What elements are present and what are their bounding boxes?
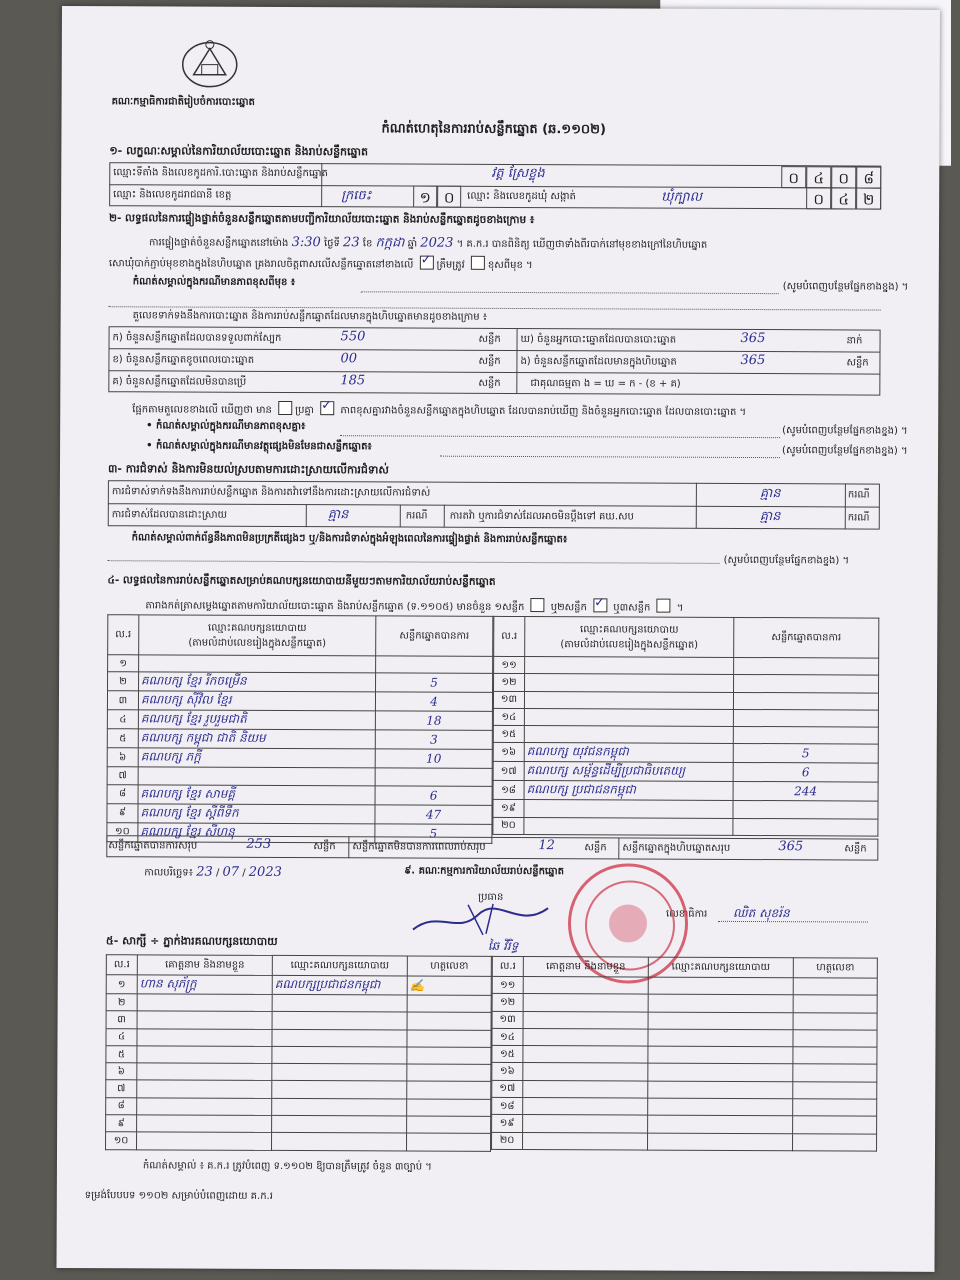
- table-row: [108, 655, 493, 674]
- vote-count: [733, 801, 878, 819]
- witness-name: [137, 1132, 272, 1150]
- witness-party: [272, 994, 407, 1012]
- party-name: [524, 691, 733, 709]
- witness-name: [523, 1080, 648, 1098]
- count-gho-value: 365: [740, 330, 766, 347]
- table-row: [106, 1046, 491, 1065]
- witness-name: [137, 1098, 272, 1116]
- witness-signature: [793, 1133, 877, 1151]
- s4-intro: តារាងកត់ត្រាសម្លេងឆ្នោតតាមការិយាល័យបោះឆ្នោត និងរាប់សន្លឹកឆ្នោត (ទ.១១០៥) មានចំនួន ១សន្លឹក ឬ២សន្លឹក ✓ ឬ៣សន្លឹក ។: [145, 596, 683, 615]
- total-invalid-value: 12: [538, 838, 555, 854]
- s4-totals: [106, 835, 878, 860]
- witness-name: ហាន សុភ័ក្ត្រ: [137, 975, 272, 995]
- table-row: [494, 656, 879, 675]
- col-no: ល.រ: [492, 956, 523, 976]
- witness-name: [137, 1046, 272, 1064]
- party-name: [139, 655, 376, 673]
- row-number: ១៣: [492, 1011, 523, 1028]
- row-number: ១១: [492, 976, 523, 993]
- witness-signature: [407, 995, 491, 1013]
- row-number: ១: [108, 655, 139, 672]
- count-ka-value: 550: [340, 329, 366, 345]
- sheet2-checkbox[interactable]: [593, 598, 607, 612]
- s2-bullet2: • កំណត់សម្គាល់ក្នុងករណីមានវត្ថុផ្សេងមិនមែនជាសន្លឹកឆ្នោត៖: [146, 440, 372, 453]
- witness-name: [137, 1028, 272, 1046]
- witness-signature: [793, 1012, 877, 1030]
- witness-signature: [407, 1099, 491, 1117]
- s2-bullet1: • កំណត់សម្គាល់ក្នុងករណីមានភាពខុសគ្នា៖: [146, 420, 306, 433]
- s1-province-value: ក្រចេះ: [341, 188, 372, 204]
- table-row: [107, 748, 492, 769]
- org-name: គណៈកម្មាធិការជាតិរៀបចំការបោះឆ្នោត: [111, 96, 255, 108]
- table-row: [106, 1132, 491, 1151]
- row-number: ៥: [106, 1046, 137, 1063]
- s2-note-label: កំណត់សម្គាល់ក្នុងករណីមានភាពខុសពីមុខ ៖: [132, 276, 296, 289]
- table-row: [493, 781, 878, 802]
- president-signature-icon: [408, 900, 558, 941]
- vote-count: 5: [376, 673, 493, 693]
- table-row: [492, 1063, 877, 1082]
- party-name: [524, 708, 733, 726]
- form-title: កំណត់ហេតុនៃការរាប់សន្លឹកឆ្នោត (ឆ.១១០២): [381, 121, 606, 138]
- s2-note-hint-2: (សូមបំពេញបន្ថែមផ្នែកខាងខ្នង) ។: [782, 425, 908, 437]
- vote-count: [733, 818, 878, 836]
- witness-name: [523, 1098, 648, 1116]
- party-name: គណបក្ស ខ្មែរ សីហនុ: [138, 822, 375, 842]
- wrong-checkbox[interactable]: [471, 256, 485, 270]
- vote-count: [375, 768, 492, 786]
- col-party: ឈ្មោះគណបក្សនយោបាយ: [272, 955, 407, 976]
- witness-party: [272, 1133, 407, 1151]
- party-name: គណបក្ស ខ្មែរ សាមគ្គី: [138, 784, 375, 804]
- witness-signature: [793, 1064, 877, 1082]
- s1-location-label: ឈ្មោះទីតាំង និងលេខកូដការិ.បោះឆ្នោត និងរាប់សន្លឹកឆ្នោត: [113, 167, 328, 180]
- s1-location-value: វត្ត ស្រែខ្លុង: [491, 165, 545, 182]
- s4-left-table: [106, 614, 493, 843]
- table-row: [106, 975, 491, 996]
- table-row: [492, 1097, 877, 1116]
- count-ko-label: គ) ចំនួនសន្លឹកឆ្នោតដែលមិនបានប្រើ: [112, 376, 247, 388]
- table-row: [107, 784, 492, 805]
- party-name: [525, 674, 734, 692]
- table-row: [107, 803, 492, 824]
- unit-label: ករណី: [847, 512, 870, 524]
- vote-count: 3: [375, 730, 492, 750]
- sheet3-checkbox[interactable]: [657, 599, 671, 613]
- commune-code-digit: ៤: [831, 187, 856, 209]
- unit-label: សន្លឹក: [313, 841, 336, 853]
- table-row: [492, 1080, 877, 1099]
- witness-party: [648, 994, 793, 1012]
- table-row: [492, 1046, 877, 1065]
- party-name: [524, 817, 733, 835]
- table-row: [492, 1115, 877, 1134]
- table-row: [492, 976, 877, 995]
- col-name: គោត្តនាម និងនាមខ្លួន: [523, 957, 648, 978]
- row-number: ១៣: [493, 691, 524, 708]
- table-row: [492, 1132, 877, 1151]
- witness-party: [272, 1116, 407, 1134]
- witness-signature: [407, 1081, 491, 1099]
- witness-signature: [407, 1012, 491, 1030]
- table-row: [107, 767, 492, 786]
- table-row: [492, 994, 877, 1013]
- table-row: [493, 708, 878, 727]
- s4-date: កាលបរិច្ឆេទ៖ 23 / 07 / 2023: [144, 864, 282, 880]
- commune-code-digit: ០: [806, 187, 831, 209]
- unit-label: សន្លឹក: [478, 333, 501, 345]
- table-row: [106, 1011, 491, 1030]
- witness-name: [523, 1046, 648, 1064]
- row-number: ៨: [107, 784, 138, 803]
- row-number: ១២: [492, 994, 523, 1011]
- party-name: គណបក្ស ខ្មែរ រួបរួមជាតិ: [138, 710, 375, 730]
- row-number: ៣: [106, 1011, 137, 1028]
- witness-signature: [793, 1099, 877, 1117]
- unit-label: សន្លឹក: [478, 377, 501, 389]
- vote-count: [733, 692, 878, 710]
- vote-count: 5: [733, 744, 878, 764]
- row-number: ៤: [107, 710, 138, 729]
- witness-name: [137, 1011, 272, 1029]
- correct-checkbox[interactable]: [420, 256, 434, 270]
- witness-signature: [793, 1030, 877, 1048]
- committee-label: ៩. គណៈកម្មការការិយាល័យរាប់សន្លឹកឆ្នោត: [404, 865, 565, 878]
- location-code-digit: ៤: [806, 166, 831, 188]
- row-number: ៧: [106, 1080, 137, 1097]
- table-row: [492, 1028, 877, 1047]
- total-valid-label: សន្លឹកឆ្នោតបានការសរុប: [108, 840, 198, 852]
- vote-count: 10: [375, 749, 492, 769]
- witness-name: [137, 1115, 272, 1133]
- col-sign: ហត្ថលេខា: [407, 956, 491, 976]
- witness-signature: [793, 1081, 877, 1099]
- witness-party: [272, 1081, 407, 1099]
- s3-note-hint: (សូមបំពេញបន្ថែមផ្នែកខាងខ្នង) ។: [723, 554, 850, 567]
- province-code-digit: ០: [437, 186, 461, 208]
- party-name: [525, 657, 734, 675]
- vote-count: 47: [375, 804, 492, 824]
- row-number: ១៩: [493, 800, 524, 817]
- witness-signature: [407, 1133, 491, 1151]
- witness-party: [648, 1133, 793, 1151]
- unit-label: សន្លឹក: [846, 357, 869, 369]
- row-number: ១៥: [493, 726, 524, 743]
- table-row: [106, 1080, 491, 1099]
- row-number: ១៦: [493, 743, 524, 762]
- row-number: ១១: [494, 656, 525, 673]
- witness-name: [523, 1028, 648, 1046]
- col-no: ល.រ: [108, 615, 139, 655]
- witness-signature: [407, 1047, 491, 1065]
- table-row: [107, 691, 492, 712]
- s1-commune-label: ឈ្មោះ និងលេខកូដឃុំ សង្កាត់: [467, 190, 576, 203]
- witness-party: [272, 1064, 407, 1082]
- count-ko-value: 185: [340, 373, 366, 389]
- sheet1-checkbox[interactable]: [531, 598, 545, 612]
- row-number: ១៥: [492, 1046, 523, 1063]
- s2-line2: សោឃុំបាក់ភ្ជាប់មុខខាងក្នុងនៃហិបឆ្នោត គ្រងរាលចិត្តពាសលើសន្លឹកឆ្នោតនៅខាងលើ ✓ ត្រឹមត្រូវ ខុសពីមុខ ។: [109, 254, 533, 272]
- unit-label: ករណី: [405, 510, 428, 522]
- s1-heading: ១- លក្ខណៈសម្គាល់នៃការិយាល័យបោះឆ្នោត និងរាប់សន្លឹកឆ្នោត: [109, 144, 369, 159]
- witness-name: [523, 1063, 648, 1081]
- witness-party: [648, 1098, 793, 1116]
- table-row: [106, 1063, 491, 1082]
- party-name: គណបក្ស កម្ពុជា ជាតិ និយម: [138, 729, 375, 749]
- vote-count: [734, 657, 879, 675]
- vote-count: [733, 709, 878, 727]
- location-code-digit: ០: [831, 166, 856, 188]
- party-name: គណបក្ស ខ្មែរ ស្ដីពីទឹក: [138, 803, 375, 823]
- table-row: [106, 1097, 491, 1116]
- witness-party: [648, 1012, 793, 1030]
- row-number: ៤: [106, 1028, 137, 1045]
- row-number: ១: [106, 975, 137, 994]
- table-row: [493, 726, 878, 745]
- row-number: ៧: [107, 767, 138, 784]
- count-formula: ជាគុណធម្មតា ង = ឃ = ក - (ខ + គ): [530, 378, 681, 390]
- witness-party: [648, 977, 793, 995]
- vote-count: [733, 727, 878, 745]
- col-votes: សន្លឹកឆ្នោតបានការ: [734, 617, 879, 658]
- province-code-digit: ១: [413, 186, 437, 208]
- table-row: [493, 743, 878, 764]
- table-row: [106, 994, 491, 1013]
- total-invalid-label: សន្លឹកឆ្នោតមិនបានការពេលរាប់សរុប: [352, 841, 486, 853]
- table-row: [493, 691, 878, 710]
- nec-emblem-icon: [180, 35, 240, 91]
- count-kha-value: 00: [340, 351, 358, 367]
- col-no: ល.រ: [494, 616, 525, 656]
- row-number: ១០: [106, 1132, 137, 1149]
- s5-heading: ៥- សាក្សី ÷ ភ្នាក់ងារគណបក្សនយោបាយ: [105, 934, 278, 948]
- witness-party: [272, 1012, 407, 1030]
- row-number: ៣: [107, 691, 138, 710]
- total-box-label: សន្លឹកឆ្នោតក្នុងហិបឆ្នោតសរុប: [622, 842, 731, 854]
- has-check[interactable]: [278, 401, 292, 415]
- s3-r2-label: ការជំទាស់ដែលបានដោះស្រាយ: [111, 509, 228, 521]
- witness-party: គណបក្សប្រជាជនកម្ពុជា: [272, 975, 407, 995]
- row-number: ១០: [107, 822, 138, 841]
- witness-party: [648, 1115, 793, 1133]
- secretary-name: ឈិត សុខរ៉ន: [733, 905, 790, 921]
- row-number: ១៨: [493, 781, 524, 800]
- row-number: ១៧: [493, 762, 524, 781]
- table-row: [493, 800, 878, 819]
- witness-party: [648, 1081, 793, 1099]
- witness-name: [137, 994, 272, 1012]
- unit-label: សន្លឹក: [844, 843, 867, 855]
- witness-signature: [407, 1030, 491, 1048]
- total-valid-value: 253: [246, 836, 272, 852]
- president-label: ប្រធាន: [478, 891, 504, 903]
- table-row: [493, 817, 878, 836]
- row-number: ៩: [106, 1115, 137, 1132]
- vote-count: [734, 675, 879, 693]
- row-number: ១៩: [492, 1115, 523, 1132]
- party-name: គណបក្ស សម្ព័ន្ធដើម្បីប្រជាធិបតេយ្យ: [524, 762, 733, 782]
- unit-label: សន្លឹក: [478, 355, 501, 367]
- witness-name: [523, 977, 648, 995]
- row-number: ៩: [107, 803, 138, 822]
- s3-r2-mid: ការតវ៉ា ឬការជំទាស់ដែលអាចមិនប្តឹងទៅ គឃ.សប: [449, 510, 634, 523]
- count-ka-label: ក) ចំនួនសន្លឹកឆ្នោតដែលបានទទួលពាក់ស្បែក: [112, 332, 282, 344]
- party-name: គណបក្ស ខ្មែរ រីកចម្រើន: [139, 672, 376, 692]
- witness-name: [137, 1080, 272, 1098]
- row-number: ១៨: [492, 1097, 523, 1114]
- witness-signature: [407, 1064, 491, 1082]
- diff-checkbox[interactable]: [320, 401, 334, 415]
- col-votes: សន្លឹកឆ្នោតបានការ: [376, 616, 493, 657]
- s3-r1-label: ការជំទាស់ទាក់ទងនឹងការរាប់សន្លឹកឆ្នោត និងការតវ៉ាទៅនឹងការដោះស្រាយលើការជំទាស់: [111, 486, 431, 499]
- document-sheet: [56, 6, 939, 1272]
- s5-right-table: [491, 956, 878, 1152]
- row-number: ៥: [107, 729, 138, 748]
- location-code-digit: ០: [781, 166, 806, 188]
- witness-name: [137, 1063, 272, 1081]
- secretary-label: លេខាធិការ: [666, 908, 708, 920]
- s3-r2-value2: គ្មាន: [759, 509, 781, 525]
- s2-note-hint: (សូមបំពេញបន្ថែមផ្នែកខាងខ្នង) ។: [782, 281, 909, 293]
- row-number: ១៦: [492, 1063, 523, 1080]
- s2-count-intro: តួលេខទាក់ទងនឹងការបោះឆ្នោត និងការរាប់សន្លឹកឆ្នោតដែលមានក្នុងហិបឆ្នោតមានដូចខាងក្រោម ៖: [132, 310, 488, 323]
- s2-check-line: ផ្អែកតាមតួលេខខាងលើ ឃើញថា មាន ប្រគ្នា ✓ ភាពខុសគ្នារវាងចំនួនសន្លឹកឆ្នោតក្នុងហិបឆ្នោត ដែលបានរាប់ឃើញ និងចំនួនអ្នកបោះឆ្នោត ដែលបានបោះឆ្នោត ។: [132, 400, 746, 419]
- commune-code-digit: ២: [856, 187, 881, 209]
- table-row: [107, 710, 492, 731]
- s2-heading: ២- លទ្ធផលនៃការផ្ទៀងផ្ទាត់ចំនួនសន្លឹកឆ្នោតតាមបញ្ជីការិយាល័យបោះឆ្នោត និងរាប់សន្លឹកឆ្នោតដូចខាងក្រោម ៖: [109, 212, 535, 227]
- witness-name: [523, 1132, 648, 1150]
- witness-signature: ✍: [407, 976, 491, 995]
- col-sign: ហត្ថលេខា: [793, 958, 877, 978]
- total-box-value: 365: [778, 839, 804, 855]
- count-ngo-label: ង) ចំនួនសន្លឹកឆ្នោតដែលមានក្នុងហិបឆ្នោត: [520, 356, 677, 368]
- col-party: ឈ្មោះគណបក្សនយោបាយ: [648, 957, 793, 978]
- s3-note: កំណត់សម្គាល់ពាក់ព័ន្ធនឹងភាពមិនប្រក្រតីផ្សេងៗ ឬ/និងការជំទាស់ក្នុងអំឡុងពេលនៃការផ្ទៀងផ្ទាត់ និងការរាប់សន្លឹកឆ្នោត៖: [131, 532, 568, 546]
- party-name: គណបក្ស យុវជនកម្ពុជា: [524, 743, 733, 763]
- row-number: ៦: [107, 748, 138, 767]
- table-row: [493, 762, 878, 783]
- count-ngo-value: 365: [740, 352, 766, 369]
- table-row: [107, 729, 492, 750]
- s1-commune-value: ឃុំក្បាល: [661, 189, 703, 205]
- row-number: ២: [106, 994, 137, 1011]
- table-row: [492, 1011, 877, 1030]
- party-name: គណបក្ស ភក្ដី: [138, 748, 375, 768]
- row-number: ១៤: [492, 1028, 523, 1045]
- table-row: [106, 1028, 491, 1047]
- witness-signature: [793, 1047, 877, 1065]
- row-number: ១៤: [493, 708, 524, 725]
- table-row: [106, 1115, 491, 1134]
- vote-count: 4: [375, 692, 492, 712]
- witness-signature: [793, 1116, 877, 1134]
- col-no: ល.រ: [106, 955, 137, 975]
- vote-count: 244: [733, 782, 878, 802]
- s5-left-table: [105, 954, 492, 1151]
- vote-count: [376, 656, 493, 674]
- table-row: [108, 672, 493, 693]
- witness-party: [648, 1064, 793, 1082]
- party-name: [524, 800, 733, 818]
- s3-heading: ៣- ការជំទាស់ និងការមិនយល់ស្របតាមការដោះស្រាយលើការជំទាស់: [107, 462, 389, 477]
- s4-right-table: [492, 616, 879, 837]
- witness-party: [272, 1029, 407, 1047]
- col-party: ឈ្មោះគណបក្សនយោបាយ (តាមលំដាប់លេខរៀងក្នុងសន្លឹកឆ្នោត): [525, 617, 734, 658]
- party-name: [524, 726, 733, 744]
- row-number: ៦: [106, 1063, 137, 1080]
- vote-count: 5: [375, 823, 492, 843]
- form-footer: ទម្រង់បែបបទ ១១០២ សម្រាប់បំពេញដោយ គ.ក.រ: [84, 1190, 273, 1202]
- witness-signature: [793, 995, 877, 1013]
- row-number: ២: [108, 672, 139, 691]
- table-row: [494, 674, 879, 693]
- s2-note-hint-3: (សូមបំពេញបន្ថែមផ្នែកខាងខ្នង) ។: [782, 445, 908, 457]
- president-name: ឆៃ វិរិទ្ធ: [487, 938, 519, 954]
- vote-count: 6: [733, 763, 878, 783]
- witness-name: [523, 1011, 648, 1029]
- col-name: គោត្តនាម និងនាមខ្លួន: [137, 955, 272, 976]
- row-number: ១២: [494, 674, 525, 691]
- col-party: ឈ្មោះគណបក្សនយោបាយ (តាមលំដាប់លេខរៀងក្នុងសន្លឹកឆ្នោត): [139, 615, 376, 656]
- row-number: ៨: [106, 1097, 137, 1114]
- witness-party: [648, 1046, 793, 1064]
- witness-party: [272, 1046, 407, 1064]
- party-name: គណបក្ស ស៊ីវិល ខ្មែរ: [138, 691, 375, 711]
- s3-r2-value: គ្មាន: [327, 507, 349, 523]
- party-name: [138, 767, 375, 785]
- unit-label: ករណី: [847, 489, 870, 501]
- footnote: កំណត់សម្គាល់ ៖ គ.ក.រ ត្រូវបំពេញ ទ.១១០២ ឱ្យបានត្រឹមត្រូវ ចំនួន ៣ច្បាប់ ។: [142, 1160, 432, 1173]
- witness-party: [272, 1098, 407, 1116]
- witness-name: [523, 994, 648, 1012]
- witness-signature: [407, 1116, 491, 1134]
- location-code-digit: ៨: [856, 166, 881, 188]
- s4-heading: ៤- លទ្ធផលនៃការរាប់សន្លឹកឆ្នោតសម្រាប់គណបក្សនយោបាយនីមួយៗតាមការិយាល័យរាប់សន្លឹកឆ្នោត: [107, 574, 496, 588]
- s2-line1: ការផ្ទៀងផ្ទាត់ចំនួនសន្លឹកឆ្នោតនៅម៉ោង 3:30 ថ្ងៃទី 23 ខែ កក្កដា ឆ្នាំ 2023 ។ គ.ក.រ បានពិនិត្យ ឃើញថាទាំងពីរបាក់នៅមុខខាងក្រៅនៃហិបឆ្នោត: [148, 235, 708, 251]
- witness-party: [648, 1029, 793, 1047]
- witness-name: [523, 1115, 648, 1133]
- party-name: គណបក្ស ប្រជាជនកម្ពុជា: [524, 781, 733, 801]
- unit-label: សន្លឹក: [584, 842, 607, 854]
- unit-label: នាក់: [846, 335, 863, 347]
- row-number: ២០: [493, 817, 524, 834]
- count-kha-label: ខ) ចំនួនសន្លឹកឆ្នោតខូចពេលបោះឆ្នោត: [112, 354, 255, 366]
- witness-signature: [793, 978, 877, 996]
- s3-r1-value: គ្មាន: [759, 486, 781, 502]
- s1-province-label: ឈ្មោះ និងលេខកូដរាជធានី ខេត្ត: [113, 189, 232, 201]
- vote-count: 6: [375, 785, 492, 805]
- row-number: ២០: [492, 1132, 523, 1149]
- vote-count: 18: [375, 711, 492, 731]
- row-number: ១៧: [492, 1080, 523, 1097]
- count-gho-label: ឃ) ចំនួនអ្នកបោះឆ្នោតដែលបានបោះឆ្នោត: [520, 334, 677, 346]
